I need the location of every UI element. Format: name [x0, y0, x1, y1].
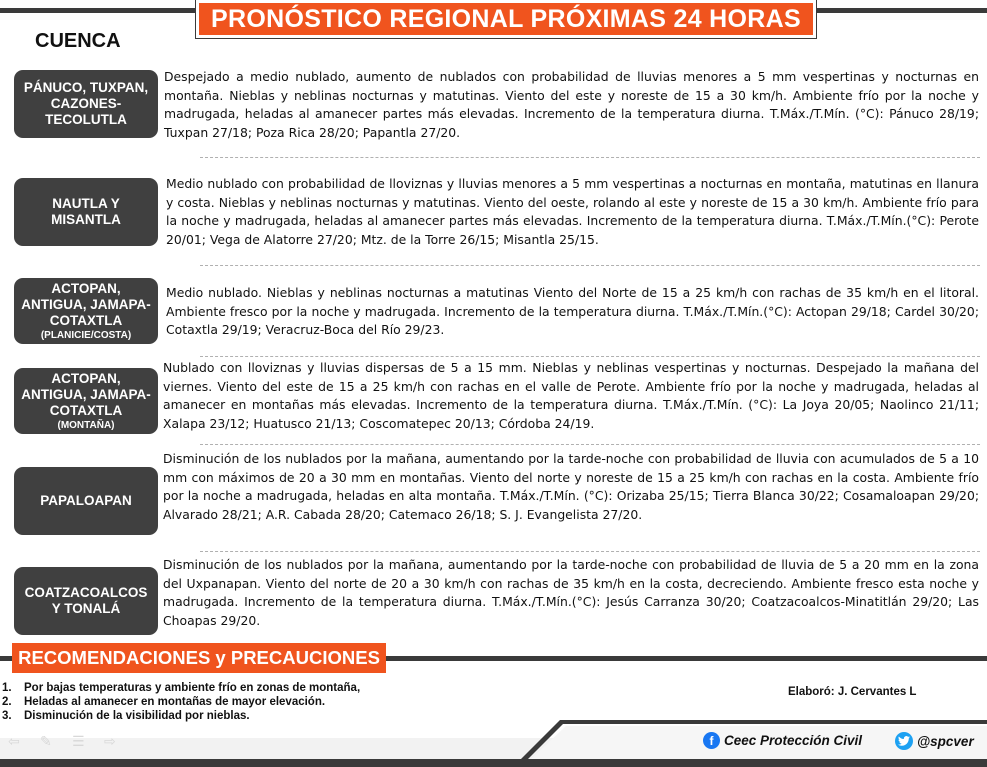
title-banner [196, 0, 816, 38]
region-forecast-papaloapan: Disminución de los nublados por la mañana, aumentando por la tarde-noche con probabilidad de lluvia con acumulados de 5 a 10 mm con máximos de 20 a 30 mm en montañas. Viento del norte y noreste de 15 a 25 km/h con rachas en la costa. Ambiente frío por la noche a madrugada, heladas en alta montaña. T.Máx./T.Mín. (°C): Orizaba 25/15; Tierra Blanca 30/22; Cosamaloapan 29/20; Alvarado 28/21; A.R. Cabada 28/20; Catemaco 26/18; S. J. Evangelista 27/20. [163, 451, 979, 522]
arrow-right-icon[interactable]: ⇨ [104, 734, 116, 750]
facebook-label: Ceec Protección Civil [724, 733, 863, 748]
twitter-icon [895, 732, 913, 750]
recommendations-title: RECOMENDACIONES y PRECAUCIONES [18, 647, 380, 668]
region-name: PAPALOAPAN [40, 493, 132, 508]
region-label-nautla [14, 178, 158, 246]
recommendations-banner [12, 643, 386, 673]
region-subtitle: (PLANICIE/COSTA) [40, 329, 132, 341]
section-label: CUENCA [35, 30, 121, 52]
menu-icon[interactable]: ☰ [72, 734, 85, 750]
facebook-link[interactable] [703, 732, 862, 749]
list-number: 1. [2, 682, 12, 694]
twitter-link[interactable] [895, 732, 974, 750]
separator [200, 157, 980, 158]
separator [200, 356, 980, 357]
region-name: NAUTLA Y MISANTLA [51, 196, 121, 227]
arrow-left-icon[interactable]: ⇦ [8, 734, 20, 750]
region-forecast-coatzacoalcos: Disminución de los nublados por la mañana, aumentando por la tarde-noche con probabilidad de lluvia de 5 a 20 mm en la zona del Uxpanapan. Viento del norte de 20 a 30 km/h con rachas de 35 km/h en la costa, decreciendo. Ambiente fresco esta noche y madrugada. Incremento de la temperatura diurna. T.Máx./T.Mín.(°C): Jesús Carranza 30/20; Coatzacoalcos-Minatitlán 29/20; Las Choapas 29/20. [163, 557, 979, 628]
author-credit: Elaboró: J. Cervantes L [788, 686, 917, 698]
region-subtitle: (MONTAÑA) [57, 419, 115, 431]
region-label-coatzacoalcos [14, 567, 158, 635]
region-forecast-nautla: Medio nublado con probabilidad de lloviznas y lluvias menores a 5 mm vespertinas a nocturnas en montaña, matutinas en llanura y costa. Nieblas y neblinas nocturnas y matutinas. Viento del oeste, rolando al este y noreste de 15 a 30 km/h. Ambiente frío para la noche y madrugada, heladas al amanecer partes más elevadas. Incremento de la temperatura diurna. T.Máx./T.Mín.(°C): Perote 20/01; Vega de Alatorre 27/20; Mtz. de la Torre 26/15; Misantla 25/15. [166, 176, 979, 247]
list-text: Disminución de la visibilidad por nieblas. [24, 710, 250, 722]
slide-nav [8, 735, 126, 749]
pen-icon[interactable]: ✎ [40, 734, 52, 750]
list-item [0, 695, 360, 709]
region-label-actopan-costa [14, 278, 158, 344]
list-number: 2. [2, 696, 12, 708]
region-forecast-panuco: Despejado a medio nublado, aumento de nublados con probabilidad de lluvias menores a 5 mm vespertinas y nocturnas en montaña. Nieblas y neblinas nocturnas y matutinas. Viento del este y noreste de 15 a 30 km/h. Ambiente frío por la noche y madrugada, heladas al amanecer partes más elevadas. Incremento de la temperatura diurna. T.Máx./T.Mín. (°C): Pánuco 28/19; Tuxpan 27/18; Poza Rica 28/20; Papantla 27/20. [164, 69, 979, 140]
region-label-papaloapan [14, 467, 158, 535]
region-name: ACTOPAN, ANTIGUA, JAMAPA-COTAXTLA [21, 280, 151, 328]
list-text: Heladas al amanecer en montañas de mayor elevación. [24, 696, 326, 708]
region-forecast-actopan-costa: Medio nublado. Nieblas y neblinas nocturnas a matutinas Viento del Norte de 15 a 25 km/h con rachas de 35 km/h en el litoral. Ambiente fresco por la noche y madrugada. Incremento de la temperatura diurna. T.Máx./T.Mín.(°C): Actopan 29/18; Cardel 30/20; Cotaxtla 29/19; Veracruz-Boca del Río 29/23. [166, 285, 979, 337]
region-name: ACTOPAN, ANTIGUA, JAMAPA-COTAXTLA [21, 370, 151, 418]
separator [200, 551, 980, 552]
list-number: 3. [2, 710, 12, 722]
page-title: PRONÓSTICO REGIONAL PRÓXIMAS 24 HORAS [211, 4, 801, 33]
region-label-panuco [14, 70, 158, 138]
separator [200, 265, 980, 266]
list-item [0, 681, 360, 695]
list-text: Por bajas temperaturas y ambiente frío en zonas de montaña, [24, 682, 361, 694]
separator [200, 444, 980, 445]
footer-rule [0, 759, 987, 767]
region-name: COATZACOALCOS Y TONALÁ [24, 585, 148, 616]
region-name: PÁNUCO, TUXPAN, CAZONES-TECOLUTLA [23, 80, 149, 127]
region-label-actopan-montana [14, 368, 158, 434]
twitter-label: @spcver [917, 733, 974, 749]
facebook-icon: f [703, 732, 720, 749]
region-forecast-actopan-montana: Nublado con lloviznas y lluvias dispersas de 5 a 15 mm. Nieblas y neblinas vespertinas y nocturnas. Despejado la mañana del viernes. Viento del este de 15 a 25 km/h con rachas en el valle de Perote. Ambiente frío por la noche y madrugada, heladas al amanecer en montañas más elevadas. Incremento de la temperatura diurna. T.Máx./T.Mín. (°C): La Joya 20/05; Naolinco 21/11; Xalapa 23/12; Huatusco 21/13; Coscomatepec 20/13; Córdoba 24/19. [163, 360, 979, 431]
